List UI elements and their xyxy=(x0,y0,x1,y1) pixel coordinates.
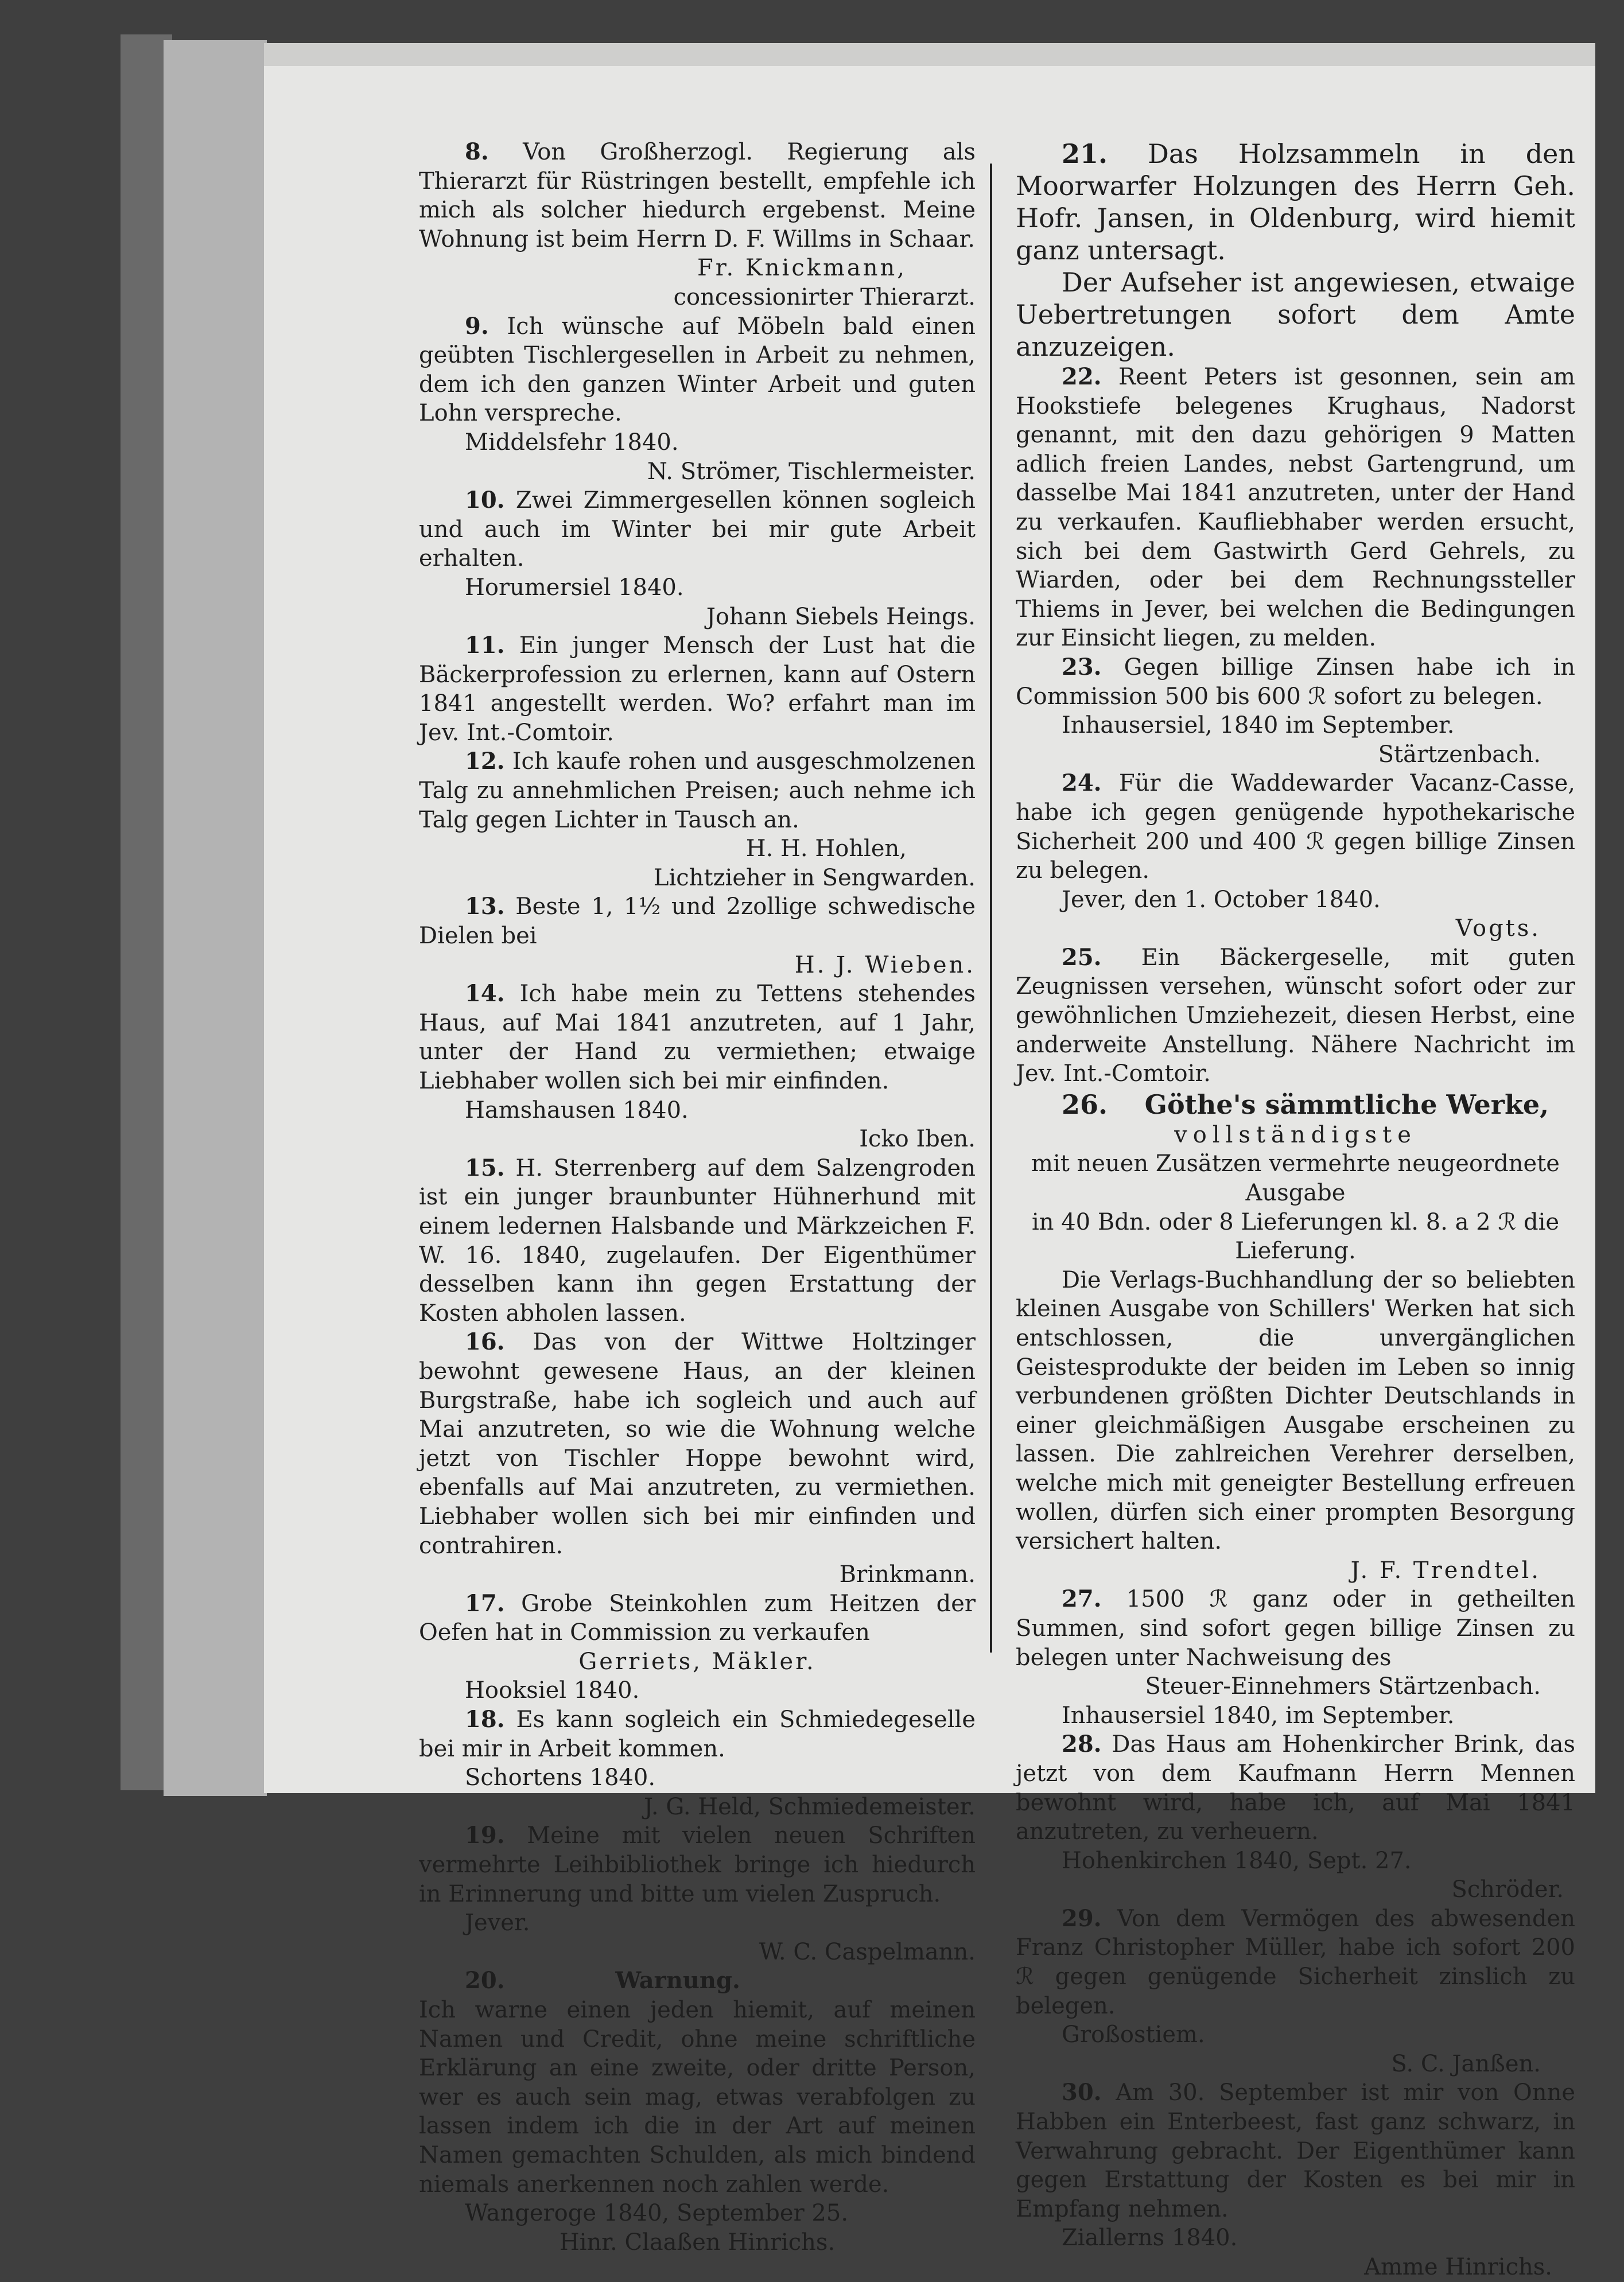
ad-number: 16. xyxy=(465,1328,505,1356)
ad-number: 26. xyxy=(1062,1088,1108,1120)
place-date: Ziallerns 1840. xyxy=(1062,2225,1238,2252)
ad-text: Es kann sogleich ein Schmiedegeselle bei mir in Arbeit kommen. xyxy=(419,1706,976,1762)
ad-heading-line xyxy=(419,1966,976,1996)
signature xyxy=(419,254,976,312)
ad-26 xyxy=(1016,1088,1575,1585)
signature: Amme Hinrichs. xyxy=(1364,2254,1552,2280)
place-date: Inhausersiel, 1840 im September. xyxy=(1062,712,1455,739)
ad-number: 23. xyxy=(1062,653,1102,681)
signature: Johann Siebels Heings. xyxy=(706,603,976,630)
ad-number: 9. xyxy=(465,312,489,340)
signature: Hinr. Claaßen Hinrichs. xyxy=(559,2229,836,2256)
book-title: Göthe's sämmtliche Werke, xyxy=(1144,1088,1549,1120)
ad-number: 24. xyxy=(1062,769,1102,797)
ad-heading: Warnung. xyxy=(615,1967,740,1995)
ad-number: 8. xyxy=(465,138,489,165)
place-date: Horumersiel 1840. xyxy=(465,574,684,601)
signature: Gerriets, Mäkler. xyxy=(578,1648,816,1675)
ad-number: 19. xyxy=(465,1822,505,1849)
ad-number: 22. xyxy=(1062,363,1102,390)
ad-text: Ein Bäckergeselle, mit guten Zeugnissen versehen, wünscht sofort oder zur gewöhnlichen Umziehezeit, diesen Herbst, eine anderweite Anstellung. Nähere Nachricht im Jev. Int.-Comtoir. xyxy=(1016,944,1575,1087)
ad-number: 14. xyxy=(465,980,505,1008)
ad-text: Das von der Wittwe Holtzinger bewohnt gewesene Haus, an der kleinen Burgstraße, habe ich sogleich und auch auf Mai anzutreten, so wie die Wohnung welche jetzt von Tischler Hoppe bewohnt wird, ebenfalls auf Mai anzutreten, zu vermiethen. Liebhaber wollen sich bei mir einfinden und contrahiren. xyxy=(419,1329,976,1559)
ad-text: Von Großherzogl. Regierung als Thierarzt für Rüstringen bestellt, empfehle ich mich als solcher hiedurch ergebenst. Meine Wohnung ist beim Herrn D. F. Willms in Schaar. xyxy=(419,139,976,252)
ad-number: 11. xyxy=(465,632,505,659)
signature: N. Strömer, Tischlermeister. xyxy=(647,458,976,485)
ad-12 xyxy=(419,747,976,892)
place-date: Inhausersiel 1840, im September. xyxy=(1062,1702,1455,1729)
ad-text: Ich habe mein zu Tettens stehendes Haus, auf Mai 1841 anzutreten, auf 1 Jahr, unter der Hand zu vermiethen; etwaige Liebhaber wollen sich bei mir einfinden. xyxy=(419,981,976,1094)
ad-29 xyxy=(1016,1904,1575,2079)
ad-number: 30. xyxy=(1062,2079,1102,2106)
page-top-shadow xyxy=(264,43,1595,66)
signature: Steuer-Einnehmers Stärtzenbach. xyxy=(1145,1673,1541,1700)
ad-number: 18. xyxy=(465,1706,505,1733)
ad-28 xyxy=(1016,1730,1575,1904)
ad-text: Ein junger Mensch der Lust hat die Bäckerprofession zu erlernen, kann auf Ostern 1841 angestellt werden. Wo? erfahrt man im Jev. Int.-Comtoir. xyxy=(419,632,976,746)
left-column xyxy=(419,138,976,2257)
signature: Stärtzenbach. xyxy=(1378,741,1541,768)
ad-18 xyxy=(419,1705,976,1821)
ad-27 xyxy=(1016,1585,1575,1730)
ad-number: 27. xyxy=(1062,1585,1102,1613)
ad-number: 12. xyxy=(465,748,505,775)
signature: Schröder. xyxy=(1451,1876,1564,1903)
ad-text: Meine mit vielen neuen Schriften vermehrte Leihbibliothek bringe ich hiedurch in Erinnerung und bitte um vielen Zuspruch. xyxy=(419,1822,976,1907)
ad-text: Gegen billige Zinsen habe ich in Commission 500 bis 600 ℛ sofort zu belegen. xyxy=(1016,654,1575,710)
ad-24 xyxy=(1016,769,1575,943)
place-date: Jever, den 1. October 1840. xyxy=(1062,886,1381,913)
ad-text: Von dem Vermögen des abwesenden Franz Christopher Müller, habe ich sofort 200 ℛ gegen genügende Sicherheit zinslich zu belegen. xyxy=(1016,1905,1575,2019)
ad-text-2: Der Aufseher ist angewiesen, etwaige Uebertretungen sofort dem Amte anzuzeigen. xyxy=(1016,267,1575,362)
ad-15 xyxy=(419,1154,976,1328)
ad-number: 20. xyxy=(465,1967,505,1995)
place-date: Middelsfehr 1840. xyxy=(465,429,679,456)
book-price: in 40 Bdn. oder 8 Lieferungen kl. 8. a 2 ℛ die Lieferung. xyxy=(1031,1208,1560,1265)
ad-16 xyxy=(419,1328,976,1589)
ad-number: 25. xyxy=(1062,943,1102,971)
ad-text: Grobe Steinkohlen zum Heitzen der Oefen hat in Commission zu verkaufen xyxy=(419,1590,976,1646)
place-date: Hamshausen 1840. xyxy=(465,1097,689,1123)
ad-10 xyxy=(419,486,976,631)
ad-17 xyxy=(419,1589,976,1705)
signature-title: concessionirter Thierarzt. xyxy=(673,283,976,310)
ad-8 xyxy=(419,138,976,312)
signature: H. J. Wieben. xyxy=(794,951,976,978)
ad-14 xyxy=(419,979,976,1154)
signature: Vogts. xyxy=(1455,915,1541,942)
ad-text: Das Holzsammeln in den Moorwarfer Holzungen des Herrn Geh. Hofr. Jansen, in Oldenburg, wird hiemit ganz untersagt. xyxy=(1016,138,1576,266)
signature xyxy=(419,834,976,892)
ad-text: 1500 ℛ ganz oder in getheilten Summen, sind sofort gegen billige Zinsen zu belegen unter Nachweisung des xyxy=(1016,1586,1575,1671)
signature: Icko Iben. xyxy=(859,1126,976,1153)
ad-21 xyxy=(1016,138,1575,363)
ad-number: 28. xyxy=(1062,1731,1102,1758)
page-edges xyxy=(164,40,267,1796)
ad-number: 17. xyxy=(465,1589,505,1617)
place-date: Wangeroge 1840, September 25. xyxy=(465,2200,849,2227)
ad-title-line xyxy=(1016,1088,1575,1121)
ad-text: Beste 1, 1½ und 2zollige schwedische Dielen bei xyxy=(419,893,976,950)
ad-23 xyxy=(1016,653,1575,769)
place-date: Hooksiel 1840. xyxy=(465,1677,640,1704)
ad-22 xyxy=(1016,363,1575,653)
ad-text: Für die Waddewarder Vacanz-Casse, habe ich gegen genügende hypothekarische Sicherheit 200 und 400 ℛ gegen billige Zinsen zu belegen. xyxy=(1016,770,1575,884)
signature: J. G. Held, Schmiedemeister. xyxy=(643,1793,976,1820)
ad-19 xyxy=(419,1821,976,1966)
ad-text: Reent Peters ist gesonnen, sein am Hookstiefe belegenes Krughaus, Nadorst genannt, mit den dazu gehörigen 9 Matten adlich freien Landes, nebst Gartengrund, um dasselbe Mai 1841 anzutreten, unter der Hand zu verkaufen. Kaufliebhaber werden ersucht, sich bei dem Gastwirth Gerd Gehrels, zu Wiarden, oder bei dem Rechnungssteller Thiems in Jever, bei welchen die Bedingungen zur Einsicht liegen, zu melden. xyxy=(1016,364,1575,652)
ad-number: 13. xyxy=(465,893,505,920)
right-column xyxy=(1016,138,1575,2282)
signature-name: H. H. Hohlen, xyxy=(745,835,907,862)
ad-text: Ich kaufe rohen und ausgeschmolzenen Talg zu annehmlichen Preisen; auch nehme ich Talg gegen Lichter in Tausch an. xyxy=(419,748,976,833)
book-subtitle: vollständigste xyxy=(1174,1121,1417,1148)
ad-text: Das Haus am Hohenkircher Brink, das jetzt von dem Kaufmann Herrn Mennen bewohnt wird, habe ich, auf Mai 1841 anzutreten, zu verheuern. xyxy=(1016,1731,1576,1845)
ad-13 xyxy=(419,892,976,979)
ad-text: Ich warne einen jeden hiemit, auf meinen Namen und Credit, ohne meine schriftliche Erklärung an eine zweite, oder dritte Person, wer es auch sein mag, etwas verabfolgen zu lassen indem ich die in der Art auf meinen Namen gemachten Schulden, als mich bindend niemals anerkennen noch zahlen werde. xyxy=(419,1997,976,2198)
place-date: Schortens 1840. xyxy=(465,1764,656,1791)
ad-11 xyxy=(419,631,976,747)
ad-text: Zwei Zimmergesellen können sogleich und auch im Winter bei mir gute Arbeit erhalten. xyxy=(419,487,976,572)
ad-20 xyxy=(419,1966,976,2257)
signature: Brinkmann. xyxy=(839,1561,976,1588)
signature: S. C. Janßen. xyxy=(1391,2050,1541,2077)
ad-text: Am 30. September ist mir von Onne Habben ein Enterbeest, fast ganz schwarz, in Verwahrung gebracht. Der Eigenthümer kann gegen Erstattung der Kosten es bei mir in Empfang nehmen. xyxy=(1016,2079,1576,2222)
ad-text: H. Sterrenberg auf dem Salzengroden ist ein junger braunbunter Hühnerhund mit einem ledernen Halsbande und Märkzeichen F. W. 16. 1840, zugelaufen. Der Eigenthümer desselben kann ihn gegen Erstattung der Kosten abholen lassen. xyxy=(419,1154,976,1327)
book-edition: mit neuen Zusätzen vermehrte neugeordnete Ausgabe xyxy=(1031,1150,1560,1207)
ad-text: Die Verlags-Buchhandlung der so beliebten kleinen Ausgabe von Schillers' Werken hat sich entschlossen, die unvergänglichen Geistesprodukte der beiden im Leben so innig verbundenen größten Dichter Deutschlands in einer gleichmäßigen Ausgabe erscheinen zu lassen. Die zahlreichen Verehrer derselben, welche mich mit geneigter Bestellung erfreuen wollen, dürfen sich einer prompten Besorgung versichert halten. xyxy=(1016,1266,1575,1555)
signature-title: Lichtzieher in Sengwarden. xyxy=(653,864,976,891)
ad-30 xyxy=(1016,2078,1575,2281)
ad-25 xyxy=(1016,943,1575,1088)
ad-text: Ich wünsche auf Möbeln bald einen geübten Tischlergesellen in Arbeit zu nehmen, dem ich den ganzen Winter Arbeit und guten Lohn verspreche. xyxy=(419,313,976,427)
signature-name: Fr. Knickmann, xyxy=(697,255,907,282)
signature: W. C. Caspelmann. xyxy=(759,1938,976,1965)
place-date: Jever. xyxy=(465,1910,530,1937)
place-date: Hohenkirchen 1840, Sept. 27. xyxy=(1062,1847,1412,1874)
ad-number: 10. xyxy=(465,487,505,514)
place-date: Großostiem. xyxy=(1062,2021,1205,2048)
signature: J. F. Trendtel. xyxy=(1350,1557,1541,1584)
ad-number: 29. xyxy=(1062,1904,1102,1932)
ad-number: 21. xyxy=(1062,138,1108,169)
ad-9 xyxy=(419,312,976,487)
ad-number: 15. xyxy=(465,1154,505,1181)
